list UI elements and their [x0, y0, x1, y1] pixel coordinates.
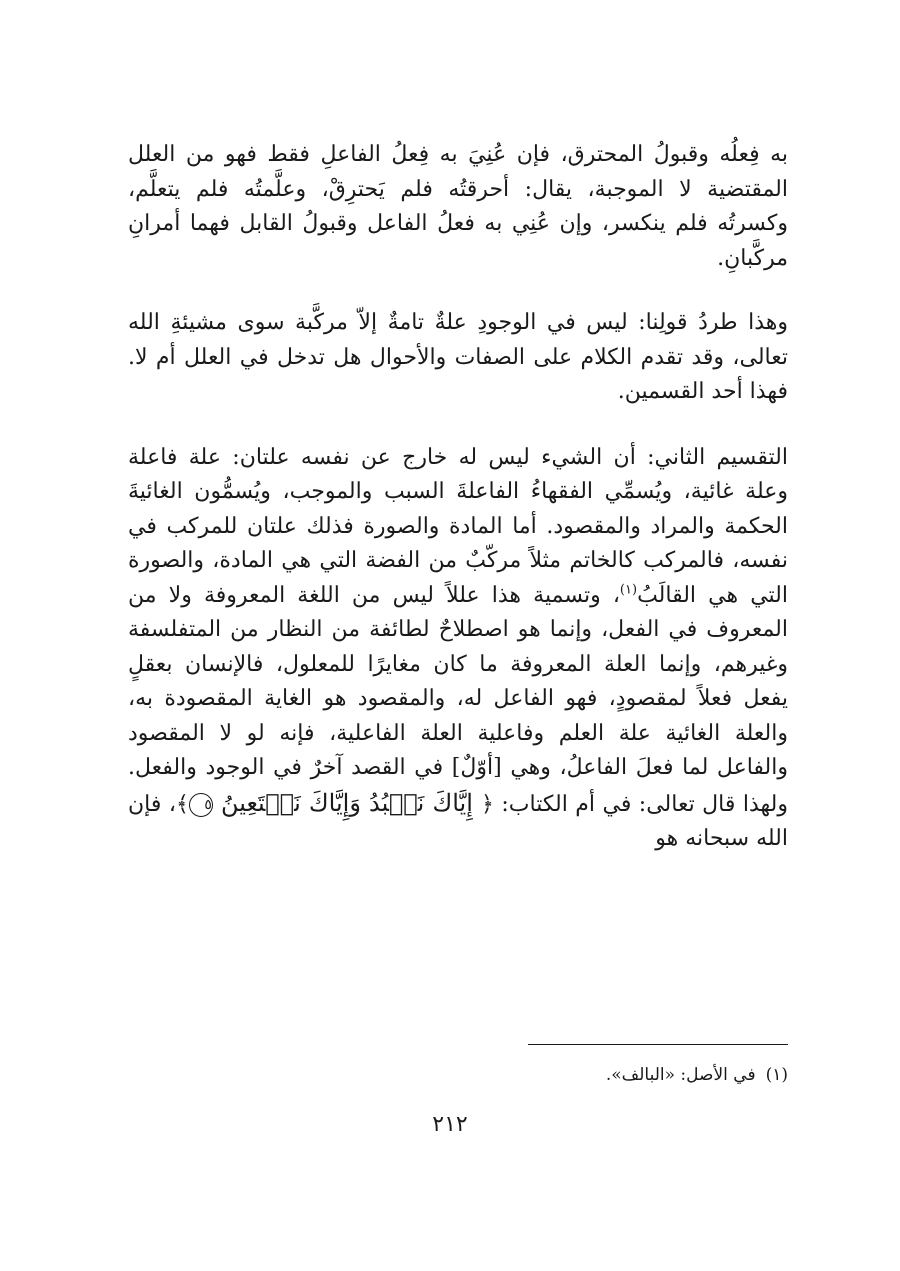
footnote-divider [528, 1044, 788, 1045]
page-body [128, 138, 788, 857]
paragraph-3-text-b: ، وتسمية هذا عللاً ليس من اللغة المعروفة ولا من المعروف في الفعل، وإنما هو اصطلاحٌ لطائفة من النظار من المتفلسفة وغيرهم، وإنما العلة المعروفة ما كان مغايرًا للمعلول، فالإنسان بعقلٍ يفعل فعلاً لمقصودٍ، فهو الفاعل له، والمقصود هو الغاية المقصودة به، والعلة الغائية علة العلم وفاعلية العلة الفاعلية، فإنه لو لا المقصود والفاعل لما فعلَ الفاعلُ، وهي [أوّلٌ] في القصد آخرٌ في الوجود والفعل. ولهذا قال تعالى: في أم الكتاب: [128, 582, 788, 817]
paragraph-1: به فِعلُه وقبولُ المحترق، فإن عُنِيَ به فِعلُ الفاعلِ فقط فهو من العلل المقتضية لا الموجبة، يقال: أحرقتُه فلم يَحترِقْ، وعلَّمتُه فلم يتعلَّم، وكسرتُه فلم ينكسر، وإن عُنِي به فعلُ الفاعل وقبولُ القابل فهما أمرانِ مركَّبانِ. [128, 142, 788, 271]
verse-close-bracket: ﴾ [175, 791, 189, 817]
page-number: ٢١٢ [432, 1112, 468, 1137]
paragraph-3-text-a: التقسيم الثاني: أن الشيء ليس له خارج عن نفسه علتان: علة فاعلة وعلة غائية، ويُسمِّي الفقهاءُ الفاعلةَ السبب والموجب، ويُسمُّون الغائيةَ الحكمة والمراد والمقصود. أما المادة والصورة فذلك علتان للمركب في نفسه، فالمركب كالخاتم مثلاً مركّبٌ من الفضة التي هي المادة، والصورة التي هي القالَبُ [128, 444, 788, 608]
footnote-reference[interactable]: (١) [619, 582, 638, 598]
verse-open-bracket: ﴿ [481, 791, 502, 817]
quran-verse: إِيَّاكَ نَعۡبُدُ وَإِيَّاكَ نَسۡتَعِينُ [212, 788, 481, 817]
paragraph-3 [128, 441, 788, 857]
paragraph-3-text-c: ، فإن الله سبحانه هو [128, 791, 788, 851]
paragraph-2: وهذا طردُ قولِنا: ليس في الوجودِ علةٌ تامةٌ إلاّ مركَّبة سوى مشيئةِ الله تعالى، وقد تقدم الكلام على الصفات والأحوال هل تدخل في العلل أم لا. فهذا أحد القسمين. [128, 310, 788, 404]
footnote-text: في الأصل: «البالف». [605, 1065, 756, 1085]
footnote-number: (١) [765, 1065, 788, 1085]
ayah-number-icon: ٥ [189, 793, 213, 817]
footnote [430, 1062, 788, 1088]
